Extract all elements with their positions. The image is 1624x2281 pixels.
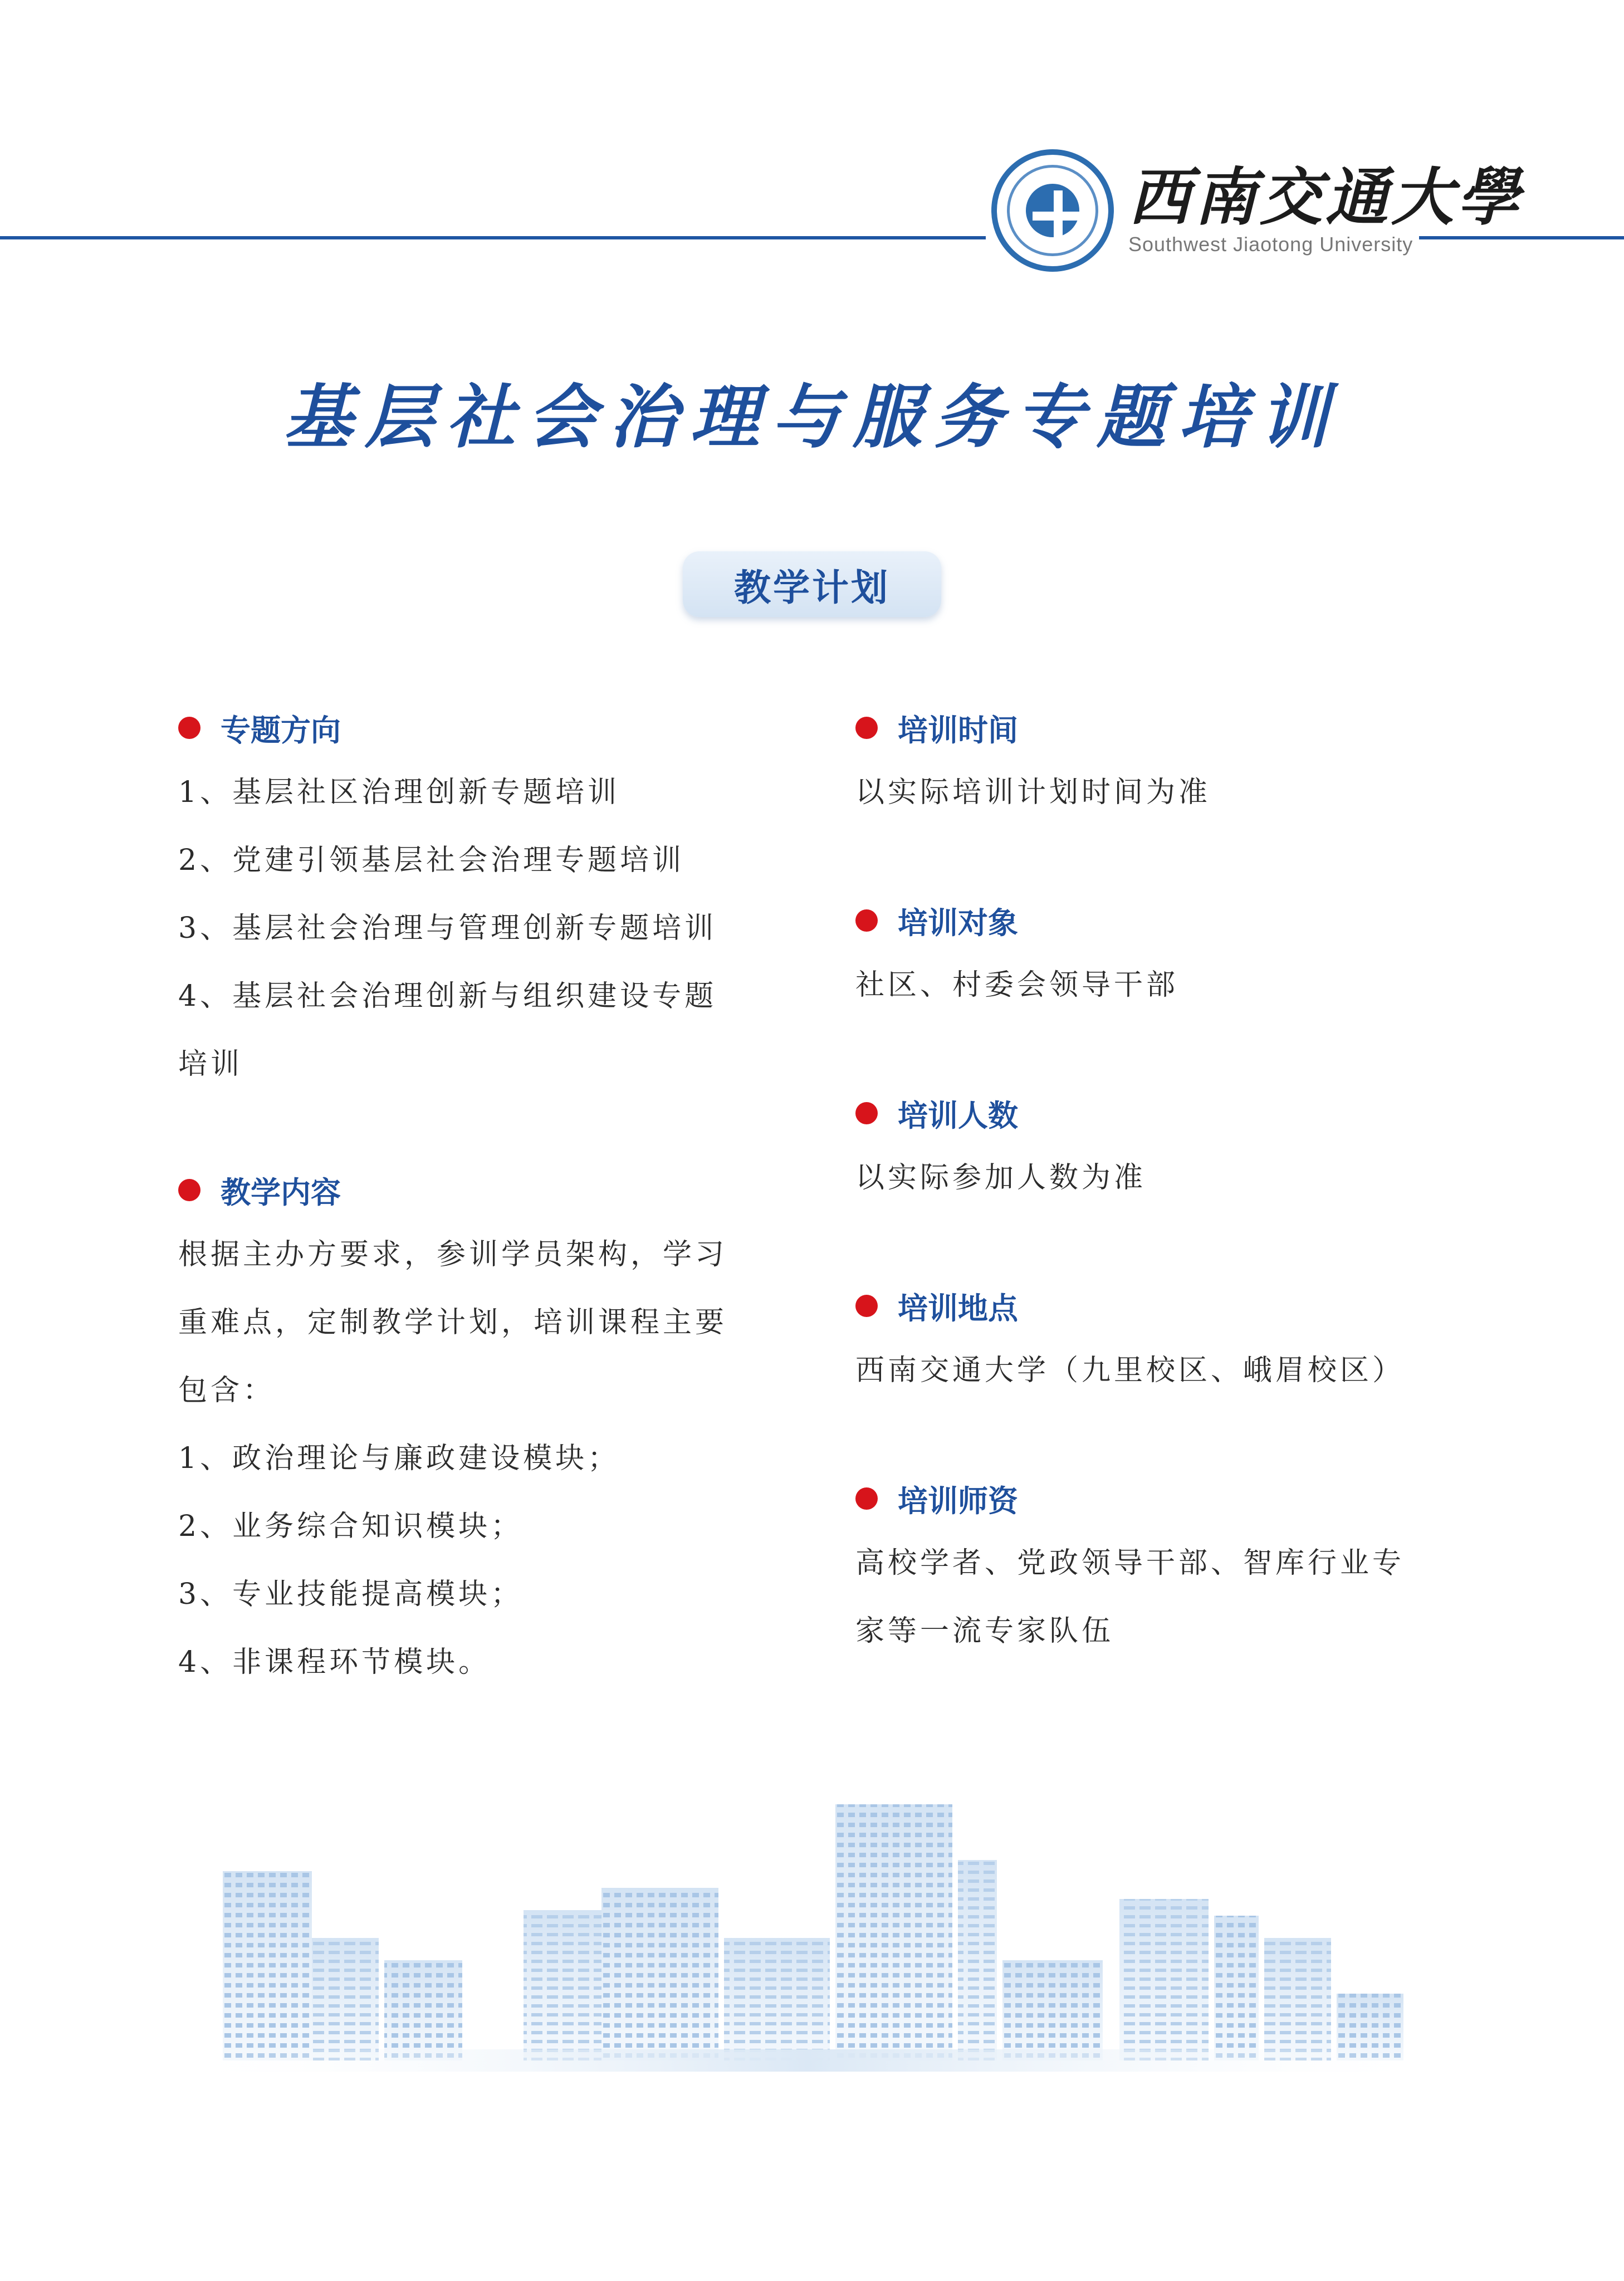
- content-intro-line: 重难点，定制教学计划，培训课程主要: [178, 1306, 728, 1339]
- bullet-dot-icon: [178, 1179, 200, 1201]
- content-item: 4、非课程环节模块。: [178, 1646, 491, 1679]
- bullet-dot-icon: [855, 717, 878, 739]
- content-intro-line: 根据主办方要求，参训学员架构，学习: [178, 1238, 728, 1271]
- university-emblem-icon: [991, 149, 1114, 272]
- count-text: 以实际参加人数为准: [855, 1161, 1147, 1195]
- section-heading-faculty: 培训师资: [855, 1474, 1513, 1524]
- content-item: 3、专业技能提高模块；: [178, 1578, 524, 1611]
- left-column: [178, 703, 802, 1696]
- section-heading-topics: 专题方向: [178, 703, 802, 753]
- university-logo: [991, 149, 1624, 272]
- topic-item: 2、党建引领基层社会治理专题培训: [178, 844, 685, 877]
- section-heading-audience: 培训对象: [855, 895, 1513, 946]
- right-column: [855, 703, 1513, 1665]
- content-item: 1、政治理论与廉政建设模块；: [178, 1442, 620, 1475]
- city-skyline-illustration: [0, 1771, 1624, 2083]
- section-badge: 教学计划: [683, 551, 941, 617]
- header-rule-left: [0, 236, 986, 239]
- topic-item: 培训: [178, 1048, 243, 1081]
- section-heading-content: 教学内容: [178, 1165, 802, 1215]
- bullet-dot-icon: [855, 909, 878, 932]
- faculty-line: 家等一流专家队伍: [855, 1614, 1114, 1648]
- location-text: 西南交通大学（九里校区、峨眉校区）: [855, 1354, 1405, 1387]
- page-title: 基层社会治理与服务专题培训: [283, 377, 1341, 458]
- bullet-dot-icon: [855, 1102, 878, 1124]
- content-item: 2、业务综合知识模块；: [178, 1510, 524, 1543]
- bullet-dot-icon: [855, 1487, 878, 1510]
- bullet-dot-icon: [178, 717, 200, 739]
- bullet-dot-icon: [855, 1295, 878, 1317]
- topic-item: 1、基层社区治理创新专题培训: [178, 776, 620, 809]
- university-name-cn: 西南交通大學: [1128, 161, 1523, 234]
- time-text: 以实际培训计划时间为准: [855, 776, 1211, 809]
- university-name-en: Southwest Jiaotong University: [1128, 232, 1413, 256]
- topic-item: 3、基层社会治理与管理创新专题培训: [178, 912, 717, 945]
- content-intro-line: 包含：: [178, 1374, 276, 1407]
- section-heading-location: 培训地点: [855, 1281, 1513, 1331]
- logo-text: [1128, 161, 1523, 256]
- faculty-line: 高校学者、党政领导干部、智库行业专: [855, 1546, 1405, 1580]
- section-heading-count: 培训人数: [855, 1088, 1513, 1138]
- audience-text: 社区、村委会领导干部: [855, 968, 1179, 1002]
- topic-item: 4、基层社会治理创新与组织建设专题: [178, 980, 717, 1013]
- section-heading-time: 培训时间: [855, 703, 1513, 753]
